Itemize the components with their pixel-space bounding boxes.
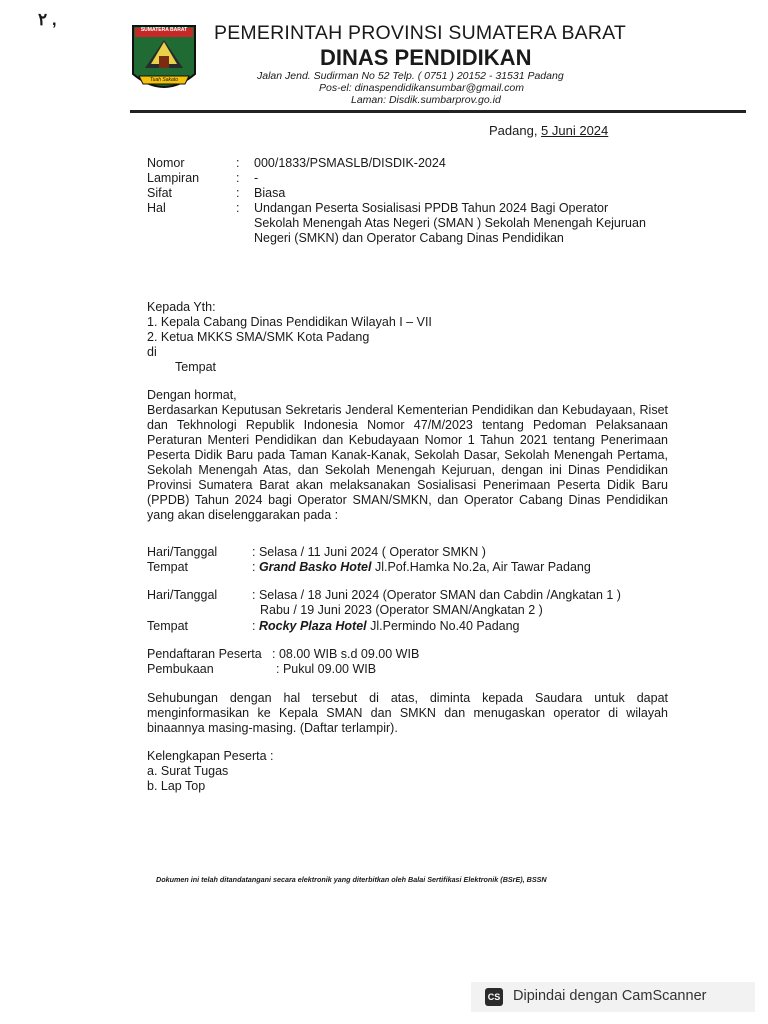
schedule2-hotel-address: Jl.Permindo No.40 Padang bbox=[366, 619, 520, 633]
meta-label-lampiran: Lampiran bbox=[147, 171, 200, 185]
emblem-text: SUMATERA BARAT bbox=[140, 27, 188, 33]
meta-label-sifat: Sifat bbox=[147, 186, 173, 200]
letterhead-divider bbox=[130, 110, 746, 113]
closing-paragraph: Sehubungan dengan hal tersebut di atas, diminta kepada Saudara untuk dapat menginformasikan ke Kepala SMAN dan SMKN dan menugaskan operator di wilayah binaannya masing-masing. (Daftar terlampir). bbox=[147, 691, 668, 735]
equipment-title: Kelengkapan Peserta : bbox=[147, 749, 274, 763]
date-value: 5 Juni 2024 bbox=[541, 123, 609, 138]
handwritten-mark: ۲ , bbox=[38, 10, 57, 29]
schedule1-place: : Grand Basko Hotel Jl.Pof.Hamka No.2a, Air Tawar Padang bbox=[252, 560, 591, 574]
date-place: Padang, bbox=[489, 123, 542, 138]
meta-colon: : bbox=[236, 186, 240, 200]
schedule2-place-label: Tempat bbox=[147, 619, 188, 633]
meta-value-sifat: Biasa bbox=[254, 186, 286, 200]
schedule2-day-value2: Rabu / 19 Juni 2023 (Operator SMAN/Angkatan 2 ) bbox=[260, 603, 543, 617]
schedule1-hotel-name: Grand Basko Hotel bbox=[258, 560, 372, 574]
registration-label: Pendaftaran Peserta bbox=[147, 647, 262, 661]
recipient-item: 1. Kepala Cabang Dinas Pendidikan Wilayah I – VII bbox=[147, 315, 432, 329]
schedule1-hotel-address: Jl.Pof.Hamka No.2a, Air Tawar Padang bbox=[371, 560, 591, 574]
letter-date bbox=[489, 123, 608, 138]
schedule1-day-label: Hari/Tanggal bbox=[147, 545, 218, 559]
schedule2-day-label: Hari/Tanggal bbox=[147, 588, 218, 602]
camscanner-watermark bbox=[471, 982, 755, 1012]
meta-colon: : bbox=[236, 201, 240, 215]
greeting: Dengan hormat, bbox=[147, 388, 237, 402]
meta-value-lampiran: - bbox=[254, 171, 259, 185]
department-website: Laman: Disdik.sumbarprov.go.id bbox=[351, 94, 501, 106]
emblem-banner: Tuah Sakato bbox=[150, 77, 178, 83]
meta-colon: : bbox=[236, 156, 240, 170]
registration-value: : 08.00 WIB s.d 09.00 WIB bbox=[272, 647, 420, 661]
schedule1-day-value: : Selasa / 11 Juni 2024 ( Operator SMKN ) bbox=[252, 545, 486, 559]
electronic-signature-note: Dokumen ini telah ditandatangani secara elektronik yang diterbitkan oleh Balai Sertifikasi Elektronik (BSrE), BSSN bbox=[156, 875, 547, 884]
meta-value-hal: Undangan Peserta Sosialisasi PPDB Tahun 2024 Bagi Operator Sekolah Menengah Atas Negeri (SMAN ) Sekolah Menengah Kejuruan Negeri (SMKN) dan Operator Cabang Dinas Pendidikan bbox=[254, 201, 646, 245]
recipients-intro: Kepada Yth: bbox=[147, 300, 216, 314]
camscanner-text: Dipindai dengan CamScanner bbox=[513, 988, 707, 1004]
opening-value: : Pukul 09.00 WIB bbox=[276, 662, 377, 676]
province-emblem-icon bbox=[131, 24, 197, 98]
department-name: DINAS PENDIDIKAN bbox=[320, 45, 532, 70]
schedule2-hotel-name: Rocky Plaza Hotel bbox=[258, 619, 367, 633]
department-address: Jalan Jend. Sudirman No 52 Telp. ( 0751 ) 20152 - 31531 Padang bbox=[257, 70, 564, 82]
meta-label-nomor: Nomor bbox=[147, 156, 185, 170]
recipient-item: 2. Ketua MKKS SMA/SMK Kota Padang bbox=[147, 330, 370, 344]
meta-label-hal: Hal bbox=[147, 201, 166, 215]
meta-colon: : bbox=[236, 171, 240, 185]
equipment-item: a. Surat Tugas bbox=[147, 764, 229, 778]
opening-label: Pembukaan bbox=[147, 662, 214, 676]
recipients-di: di bbox=[147, 345, 157, 359]
camscanner-logo-icon: CS bbox=[485, 988, 503, 1006]
body-paragraph: Berdasarkan Keputusan Sekretaris Jenderal Kementerian Pendidikan dan Kebudayaan, Riset dan Tekhnologi Republik Indonesia Nomor 47/M/2023 tentang Pedoman Pelaksanaan Peraturan Menteri Pendidikan dan Kebudayaan Nomor 1 Tahun 2021 tentang Penerimaan Peserta Didik Baru pada Taman Kanak-Kanak, Sekolah Dasar, Sekolah Menengah Pertama, Sekolah Menengah Atas, dan Sekolah Menengah Kejuruan, dengan ini Dinas Pendidikan Provinsi Sumatera Barat akan melaksanakan Sosialisasi Penerimaan Peserta Didik Baru (PPDB) Tahun 2024 bagi Operator SMAN/SMKN, dan Operator Cabang Dinas Pendidikan yang akan diselenggarakan pada : bbox=[147, 403, 668, 522]
schedule1-place-label: Tempat bbox=[147, 560, 188, 574]
equipment-item: b. Lap Top bbox=[147, 779, 206, 793]
government-name: PEMERINTAH PROVINSI SUMATERA BARAT bbox=[214, 22, 627, 44]
schedule2-day-value: : Selasa / 18 Juni 2024 (Operator SMAN dan Cabdin /Angkatan 1 ) bbox=[252, 588, 621, 602]
department-email: Pos-el: dinaspendidikansumbar@gmail.com bbox=[319, 82, 525, 94]
schedule2-place: : Rocky Plaza Hotel Jl.Permindo No.40 Padang bbox=[252, 619, 520, 633]
meta-value-nomor: 000/1833/PSMASLB/DISDIK-2024 bbox=[254, 156, 446, 170]
recipients-place: Tempat bbox=[175, 360, 216, 374]
